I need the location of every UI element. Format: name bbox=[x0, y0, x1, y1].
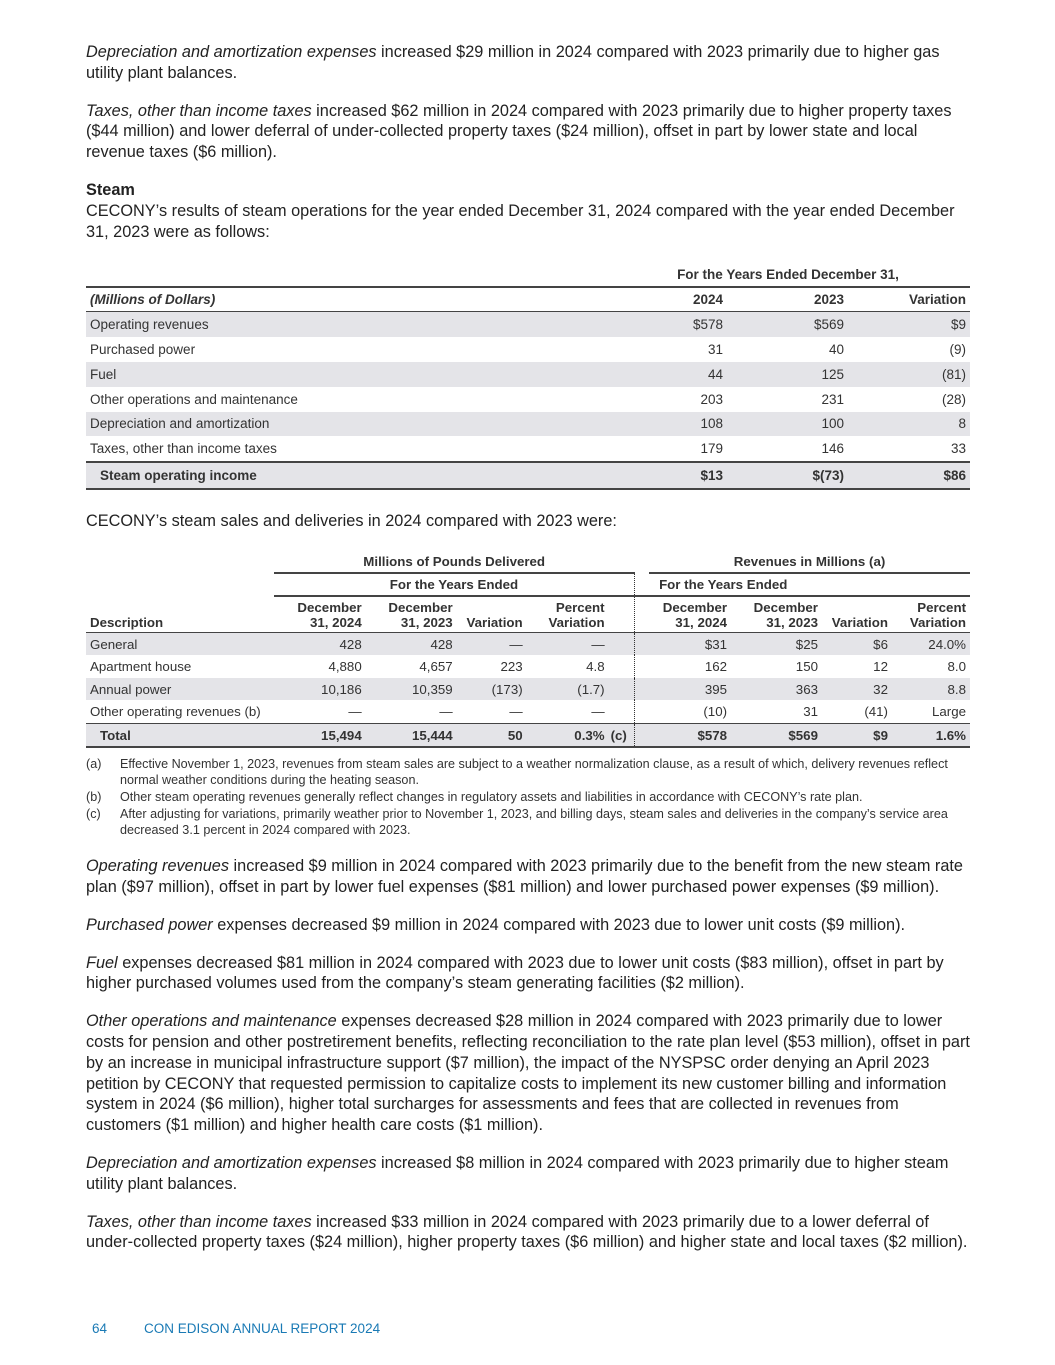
document-page bbox=[86, 42, 970, 1270]
years-ended-header: For the Years Ended December 31, bbox=[677, 266, 899, 282]
rev-col-dec-2023-header: December 31, 2023 bbox=[731, 596, 822, 633]
page-number: 64 bbox=[92, 1321, 108, 1336]
table-row: Fuel 44 125 (81) bbox=[86, 362, 970, 387]
col-dec-2024-header: December 31, 2024 bbox=[274, 596, 366, 633]
table-row: Annual power 10,186 10,359 (173) (1.7) 395 363 32 8.8 bbox=[86, 678, 970, 701]
paragraph-taxes-steam: Taxes, other than income taxes increased $33 million in 2024 compared with 2023 primarily due to a lower deferral of under-collected property taxes ($24 million), higher property taxes ($6 million) and higher state and local taxes ($2 million). bbox=[86, 1212, 968, 1252]
col-variation-header: Variation bbox=[848, 287, 970, 312]
paragraph-taxes-gas: Taxes, other than income taxes increased $62 million in 2024 compared with 2023 primarily due to higher property taxes ($44 million) and lower deferral of under-collected property taxes ($24 million), offset in part by lower state and local revenue taxes ($6 million). bbox=[86, 101, 952, 162]
paragraph-other-operations: Other operations and maintenance expenses decreased $28 million in 2024 compared with 2023 primarily due to lower costs for pension and other postretirement benefits, reflecting reconciliation to the rate plan level ($53 million), offset in part by an increase in municipal infrastructure support ($7 million), the impact of the NYSPSC order denying an April 2023 petition by CECONY that requested permission to capitalize costs to implement its new customer billing and information system in 2024 ($6 million), higher total surcharges for assessments and fees that are collected in revenues from customers ($1 million) and higher health care costs ($1 million). bbox=[86, 1012, 970, 1135]
table-row: Purchased power 31 40 (9) bbox=[90, 342, 966, 358]
footnotes bbox=[86, 756, 970, 838]
total-row: Total 15,494 15,444 50 0.3% (c) $578 $569 $9 1.6% bbox=[86, 723, 970, 747]
paragraph-purchased-power: Purchased power expenses decreased $9 million in 2024 compared with 2023 due to lower unit costs ($9 million). bbox=[86, 915, 906, 934]
footnote-b: (b) Other steam operating revenues generally reflect changes in regulatory assets and liabilities in accordance with CECONY’s rate plan. bbox=[86, 790, 863, 805]
col-percent-header: Percent Variation bbox=[527, 596, 609, 633]
paragraph-fuel: Fuel expenses decreased $81 million in 2024 compared with 2023 due to lower unit costs ($83 million), offset in part by higher purchased volumes used from the company’s steam generating facilities ($2 million). bbox=[86, 953, 944, 993]
sales-intro: CECONY’s steam sales and deliveries in 2024 compared with 2023 were: bbox=[86, 511, 617, 530]
years-ended-right: For the Years Ended bbox=[649, 573, 970, 596]
rev-col-dec-2024-header: December 31, 2024 bbox=[649, 596, 731, 633]
col-2023-header: 2023 bbox=[727, 287, 848, 312]
table-row: Other operating revenues (b) — — — — (10) 31 (41) Large bbox=[86, 700, 970, 723]
units-header: (Millions of Dollars) bbox=[86, 287, 606, 312]
steam-intro: CECONY’s results of steam operations for the year ended December 31, 2024 compared with the year ended December 31, 2023 were as follows: bbox=[86, 201, 955, 241]
section-title-steam: Steam bbox=[86, 180, 135, 199]
footnote-c: (c) After adjusting for variations, primarily weather prior to November 1, 2023, and billing days, steam sales and deliveries in the company’s service area decreased 3.1 percent in 2024 compared with 2023. bbox=[86, 807, 948, 838]
col-2024-header: 2024 bbox=[606, 287, 727, 312]
revenues-header: Revenues in Millions (a) bbox=[649, 552, 970, 573]
report-title: CON EDISON ANNUAL REPORT 2024 bbox=[144, 1321, 381, 1336]
table-row: General 428 428 — — $31 $25 $6 24.0% bbox=[86, 632, 970, 655]
steam-sales-table bbox=[86, 552, 970, 749]
col-dec-2023-header: December 31, 2023 bbox=[366, 596, 457, 633]
pounds-delivered-header: Millions of Pounds Delivered bbox=[274, 552, 635, 573]
description-header: Description bbox=[86, 596, 274, 633]
table-row: Apartment house 4,880 4,657 223 4.8 162 150 12 8.0 bbox=[86, 655, 970, 678]
page-footer bbox=[92, 1321, 380, 1336]
years-ended-left: For the Years Ended bbox=[274, 573, 635, 596]
table-row: Operating revenues $578 $569 $9 bbox=[86, 312, 970, 337]
paragraph-depreciation-steam: Depreciation and amortization expenses increased $8 million in 2024 compared with 2023 primarily due to higher steam utility plant balances. bbox=[86, 1154, 949, 1193]
total-row: Steam operating income $13 $(73) $86 bbox=[86, 462, 970, 489]
rev-col-percent-header: Percent Variation bbox=[892, 596, 970, 633]
rev-col-variation-header: Variation bbox=[822, 596, 892, 633]
steam-operations-table bbox=[86, 264, 970, 490]
footnote-a: (a) Effective November 1, 2023, revenues from steam sales are subject to a weather normalization clause, as a result of which, delivery revenues reflect normal weather conditions during the heating season. bbox=[86, 757, 948, 788]
paragraph-depreciation-gas: Depreciation and amortization expenses increased $29 million in 2024 compared with 2023 primarily due to higher gas utility plant balances. bbox=[86, 43, 940, 82]
col-variation-header: Variation bbox=[457, 596, 527, 633]
table-row: Depreciation and amortization 108 100 8 bbox=[86, 412, 970, 437]
paragraph-operating-revenues: Operating revenues increased $9 million in 2024 compared with 2023 primarily due to the benefit from the new steam rate plan ($97 million), offset in part by lower fuel expenses ($81 million) and lower purchased power expenses ($9 million). bbox=[86, 857, 963, 897]
table-row: Taxes, other than income taxes 179 146 33 bbox=[90, 441, 966, 457]
table-row: Other operations and maintenance 203 231 (28) bbox=[90, 391, 966, 407]
